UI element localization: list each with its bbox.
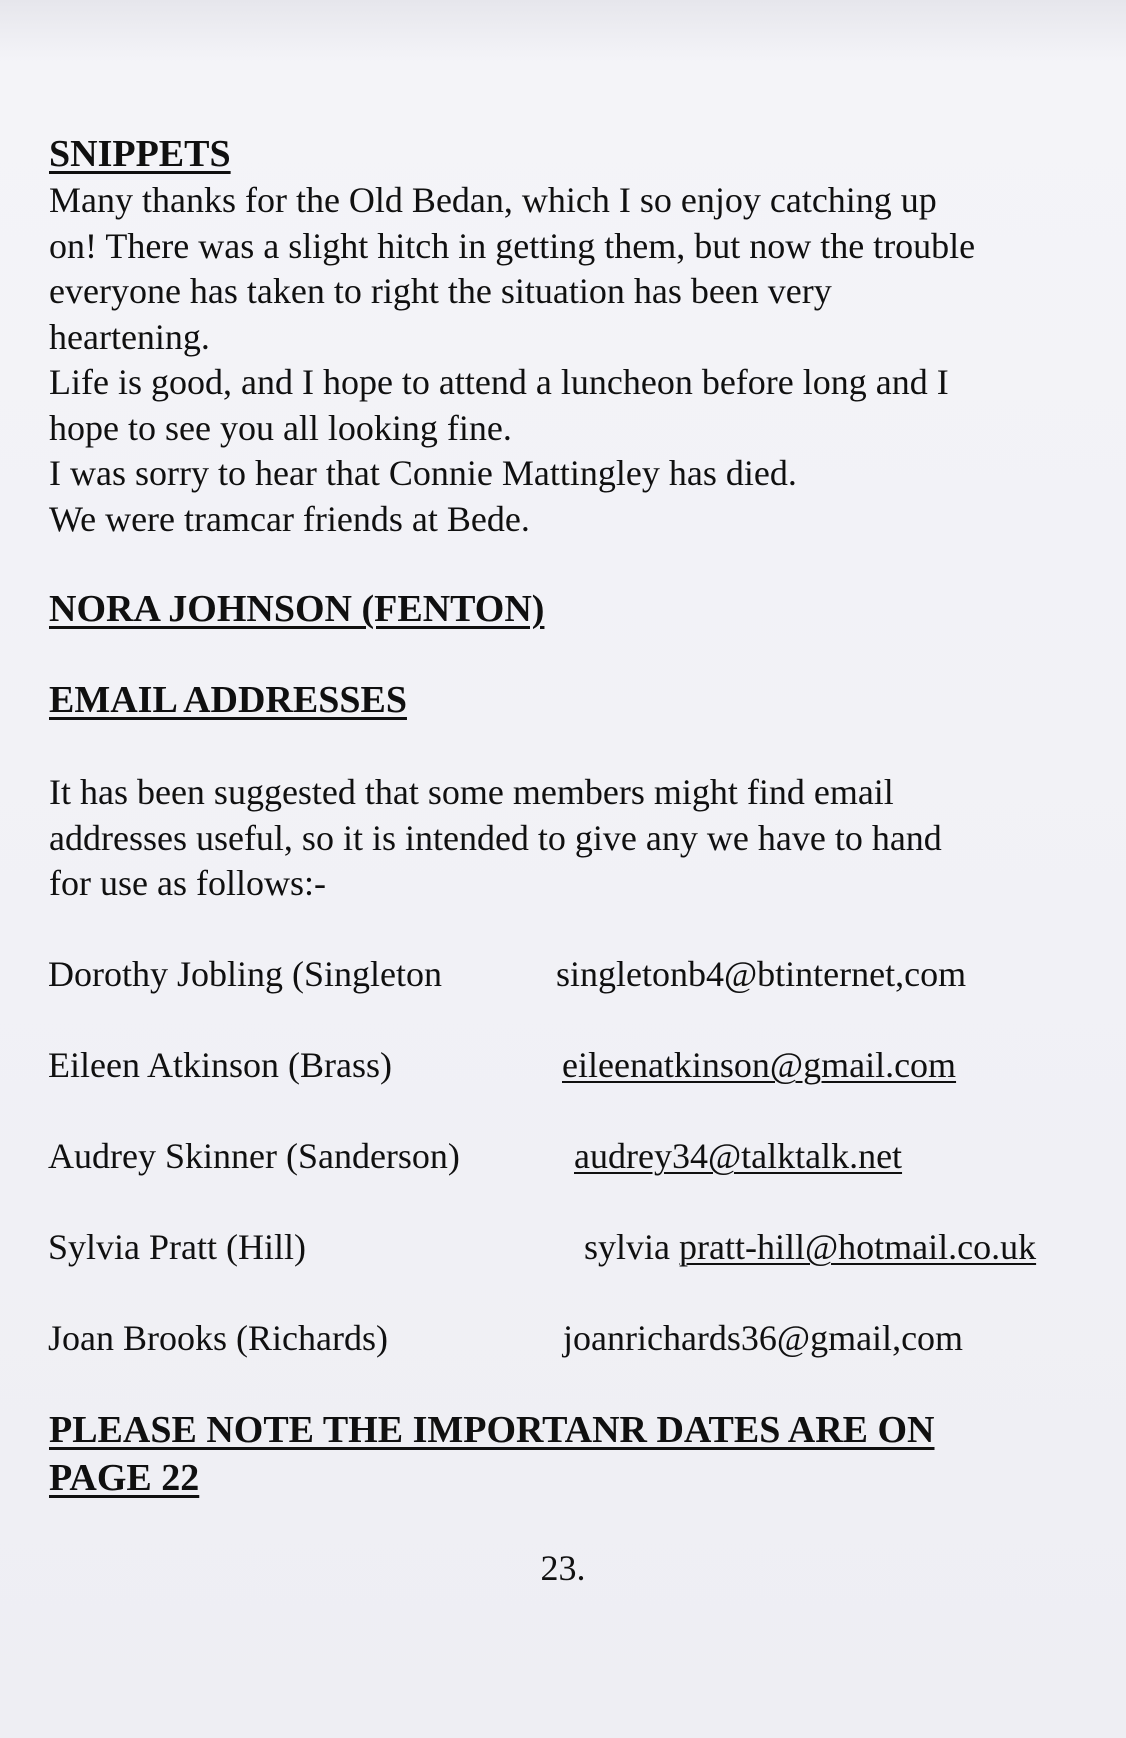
contact-email-address[interactable]: pratt-hill@hotmail.co.uk bbox=[679, 1227, 1037, 1267]
email-intro-line: It has been suggested that some members might find email bbox=[49, 772, 894, 812]
contact-name: Eileen Atkinson (Brass) bbox=[48, 1045, 392, 1085]
contact-email-address[interactable]: singletonb4@btinternet,com bbox=[556, 954, 967, 994]
contact-email-prefix: sylvia bbox=[584, 1227, 679, 1267]
snippets-line: everyone has taken to right the situation has been very bbox=[49, 271, 832, 311]
snippets-body bbox=[49, 178, 1089, 542]
snippets-heading: SNIPPETS bbox=[49, 133, 231, 175]
contact-email[interactable] bbox=[574, 1135, 902, 1177]
snippets-signature: NORA JOHNSON (FENTON) bbox=[49, 588, 545, 630]
contact-email-address[interactable]: eileenatkinson@gmail.com bbox=[562, 1045, 957, 1085]
email-intro bbox=[49, 770, 1089, 907]
snippets-line: heartening. bbox=[49, 316, 210, 357]
contact-name: Sylvia Pratt (Hill) bbox=[48, 1227, 306, 1267]
email-addresses-heading: EMAIL ADDRESSES bbox=[49, 679, 407, 721]
snippets-line: I was sorry to hear that Connie Mattingley has died. bbox=[49, 453, 797, 493]
contact-email[interactable] bbox=[556, 953, 966, 995]
snippets-line: on! There was a slight hitch in getting them, but now the trouble bbox=[49, 225, 976, 266]
email-intro-line: for use as follows:- bbox=[49, 863, 326, 903]
contact-email[interactable] bbox=[562, 1044, 956, 1086]
important-dates-note-line: PAGE 22 bbox=[49, 1457, 200, 1499]
scan-shadow bbox=[0, 0, 1126, 62]
snippets-line: hope to see you all looking fine. bbox=[49, 407, 512, 448]
snippets-line: Life is good, and I hope to attend a luncheon before long and I bbox=[49, 362, 949, 402]
email-intro-line: addresses useful, so it is intended to give any we have to hand bbox=[49, 817, 942, 858]
contact-email[interactable] bbox=[563, 1317, 963, 1359]
page-number: 23. bbox=[540, 1548, 586, 1588]
contact-name: Audrey Skinner (Sanderson) bbox=[48, 1136, 460, 1176]
snippets-line: Many thanks for the Old Bedan, which I so enjoy catching up bbox=[49, 180, 937, 220]
snippets-line: We were tramcar friends at Bede. bbox=[49, 498, 530, 539]
important-dates-note-line: PLEASE NOTE THE IMPORTANR DATES ARE ON bbox=[49, 1409, 935, 1451]
contact-email-address[interactable]: audrey34@talktalk.net bbox=[574, 1136, 903, 1176]
contact-email-address[interactable]: joanrichards36@gmail,com bbox=[563, 1318, 964, 1358]
contact-email[interactable] bbox=[584, 1226, 1036, 1268]
contact-name: Joan Brooks (Richards) bbox=[48, 1318, 388, 1358]
contact-name: Dorothy Jobling (Singleton bbox=[48, 954, 442, 994]
